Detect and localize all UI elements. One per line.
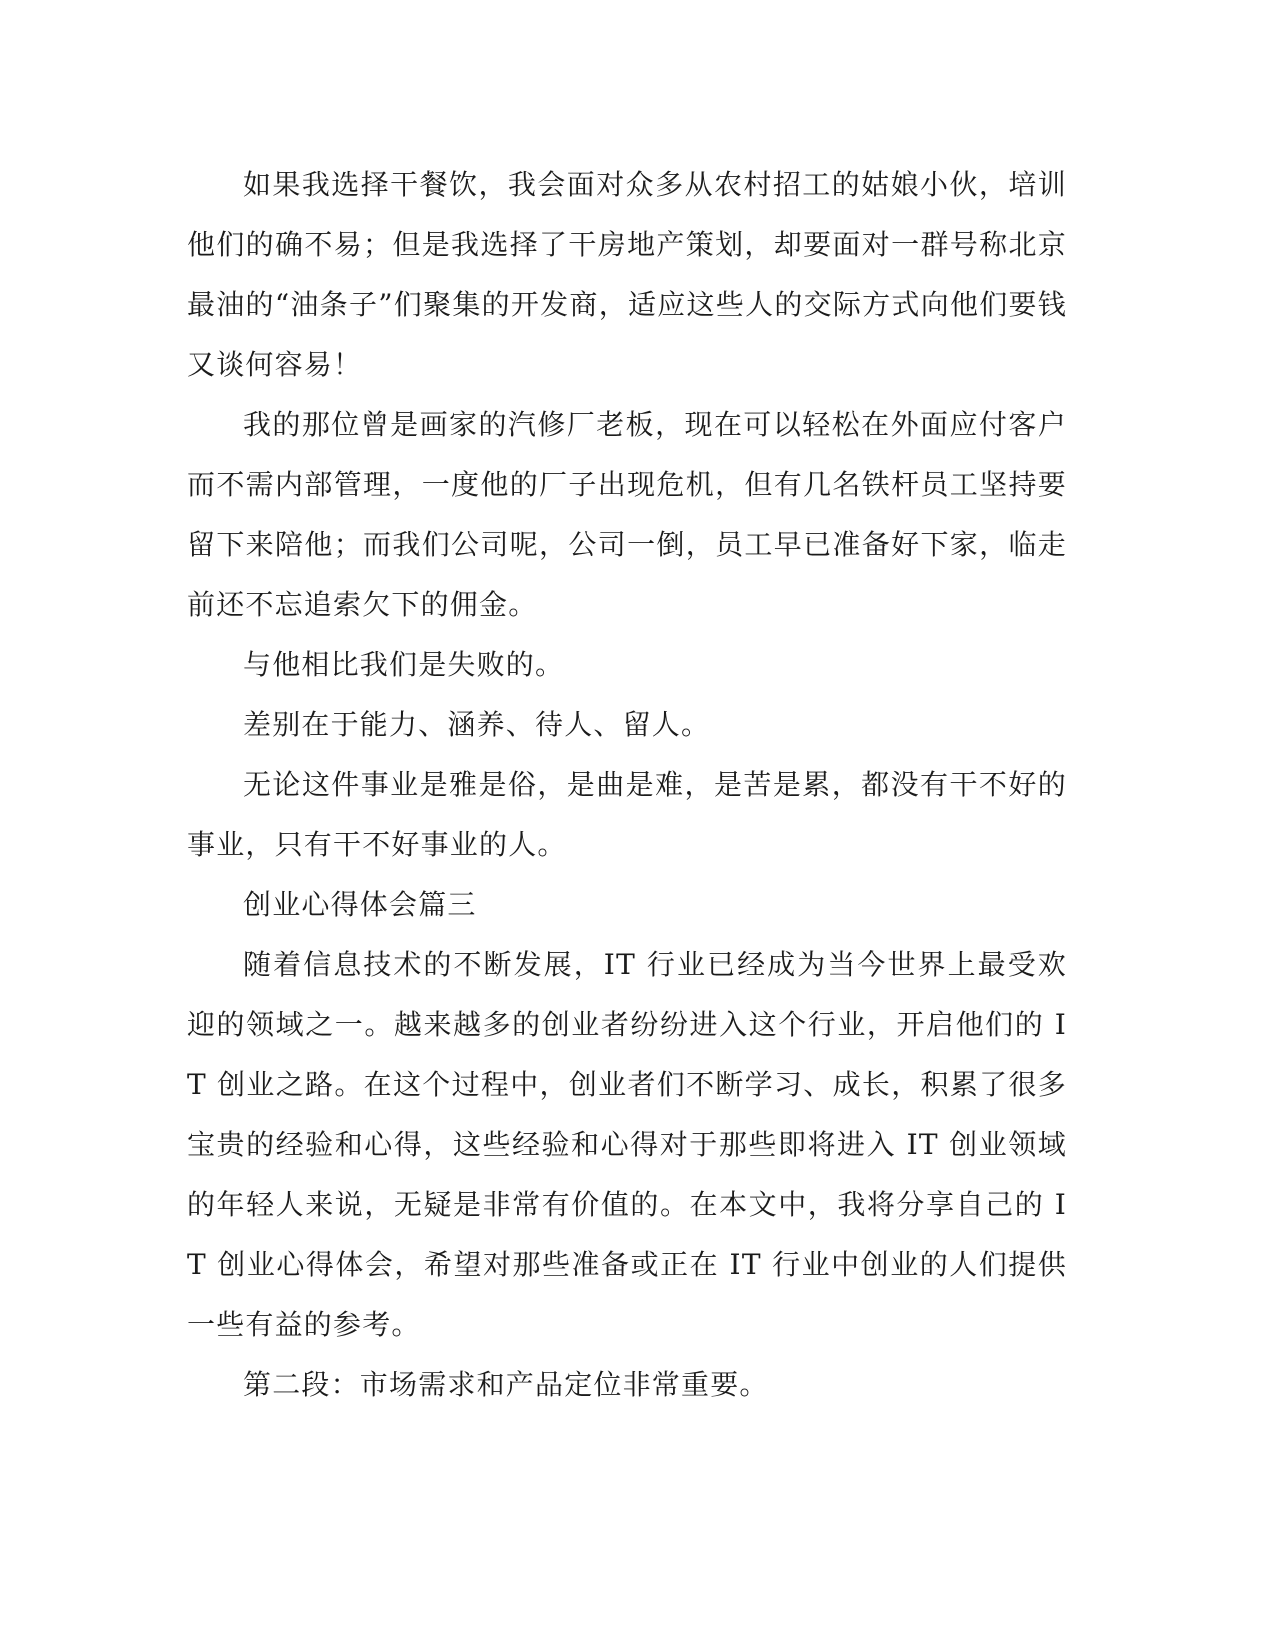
paragraph-differences: 差别在于能力、涵养、待人、留人。	[243, 708, 711, 741]
paragraph-it-startup-intro: 随着信息技术的不断发展，IT 行业已经成为当今世界上最受欢迎的领域之一。越来越多的创业者纷纷进入这个行业，开启他们的 IT 创业之路。在这个过程中，创业者们不断学习、成长，积累了很多宝贵的经验和心得，这些经验和心得对于那些即将进入 IT 创业领域的年轻人来说，无疑是非常有价值的。在本文中，我将分享自己的 IT 创业心得体会，希望对那些准备或正在 IT 行业中创业的人们提供一些有益的参考。	[187, 948, 1067, 1341]
paragraph-no-bad-career: 无论这件事业是雅是俗，是曲是难，是苦是累，都没有干不好的事业，只有干不好事业的人。	[187, 768, 1067, 861]
paragraph-second-section: 第二段：市场需求和产品定位非常重要。	[243, 1368, 769, 1401]
section-heading-part-three: 创业心得体会篇三	[243, 888, 477, 921]
document-body	[187, 155, 1067, 1415]
paragraph-we-failed: 与他相比我们是失败的。	[243, 648, 565, 681]
paragraph-garage-owner: 我的那位曾是画家的汽修厂老板，现在可以轻松在外面应付客户而不需内部管理，一度他的厂子出现危机，但有几名铁杆员工坚持要留下来陪他；而我们公司呢，公司一倒，员工早已准备好下家，临走前还不忘追索欠下的佣金。	[187, 408, 1067, 621]
paragraph-catering-vs-real-estate: 如果我选择干餐饮，我会面对众多从农村招工的姑娘小伙，培训他们的确不易；但是我选择了干房地产策划，却要面对一群号称北京最油的“油条子”们聚集的开发商，适应这些人的交际方式向他们要钱又谈何容易！	[187, 168, 1067, 381]
